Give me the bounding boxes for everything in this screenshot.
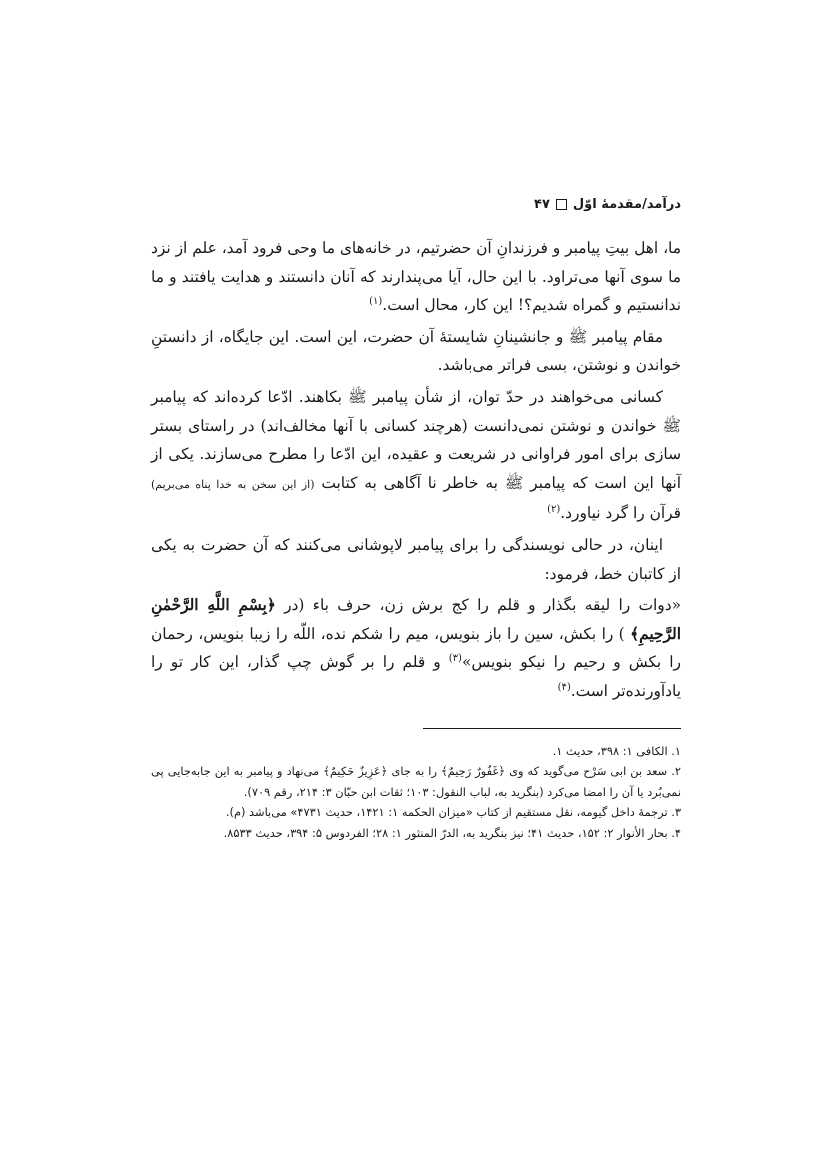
book-page xyxy=(151,192,681,843)
body-text xyxy=(151,234,681,706)
footnote-divider xyxy=(423,728,681,729)
paragraph-3-text-a: کسانی می‌خواهند در حدّ توان، از شأن پیامبر ﷺ بکاهند. ادّعا کرده‌اند که پیامبر ﷺ خواندن و نوشتن نمی‌دانست (هرچند کسانی با آنها مخالف‌اند) در راستای بستر سازی برای امور فراوانی در شریعت و عقیده، این ادّعا را مطرح می‌سازند. یکی از آنها این است که پیامبر ﷺ به خاطر نا آگاهی به کتابت xyxy=(151,387,681,492)
paragraph-5 xyxy=(151,591,681,705)
running-head xyxy=(151,192,681,216)
paragraph-4-text: اینان، در حالی نویسندگی را برای پیامبر لاپوشانی می‌کنند که آن حضرت به یکی از کاتبان خط، فرمود: xyxy=(151,535,681,583)
paragraph-3-aside: (از این سخن به خدا پناه می‌بریم) xyxy=(151,477,315,491)
paragraph-5-text-b: ) را بکش، سین را باز بنویس، میم را شکم نده، اللّه را زیبا بنویس، رحمان را بکش و رحیم را نیکو بنویس» xyxy=(151,624,681,672)
footnotes xyxy=(151,741,681,844)
footnote-3: ۳. ترجمۀ داخل گیومه، نقل مستقیم از کتاب «میزان الحکمه ۱: ۱۴۲۱، حدیث ۴۷۳۱» می‌باشد (م). xyxy=(225,805,681,819)
page-number: ۴۷ xyxy=(534,196,550,212)
paragraph-1 xyxy=(151,234,681,320)
footnote-ref-2: (۲) xyxy=(547,504,561,516)
paragraph-3 xyxy=(151,383,681,528)
paragraph-4 xyxy=(151,531,681,588)
paragraph-1-text: ما، اهل بیتِ پیامبر و فرزندانِ آن حضرتیم، در خانه‌های ما وحی فرود آمد، علم از نزد ما سوی آنها می‌تراود. با این حال، آیا می‌پندارند که آنان دانستند و هدایت یافتند و ما ندانستیم و گمراه شدیم؟! این کار، محال است. xyxy=(151,239,681,315)
footnote-ref-1: (۱) xyxy=(369,296,383,308)
footnote-ref-4: (۴) xyxy=(557,681,571,693)
running-head-title: درآمد/مقدمۀ اوّل xyxy=(572,196,681,212)
paragraph-2-text: مقام پیامبر ﷺ و جانشینانِ شایستۀ آن حضرت، این است. این جایگاه، از دانستنِ خواندن و نوشتن، بسی فراتر می‌باشد. xyxy=(151,327,681,375)
paragraph-3-text-b: قرآن را گرد نیاورد. xyxy=(560,504,681,523)
footnote-1: ۱. الکافی ۱: ۳۹۸، حدیث ۱. xyxy=(552,743,681,758)
footnote-4: ۴. بحار الأنوار ۲: ۱۵۲، حدیث ۴۱؛ نیز بنگرید به، الدرّ المنثور ۱: ۲۸؛ الفردوس ۵: ۳۹۴، حدیث ۸۵۳۳. xyxy=(223,825,681,840)
basmala-quote: ﴿بِسْمِ اللَّهِ الرَّحْمٰنِ الرَّحِيمِ﴾ xyxy=(151,596,681,643)
footnote-ref-3: (۳) xyxy=(448,653,462,665)
paragraph-2 xyxy=(151,323,681,380)
footnote-2: ۲. سعد بن ابی سَرْح می‌گوید که وی ﴿غَفُورٌ رَحِيمٌ﴾ را به جای ﴿عَزِيزٌ حَكِيمٌ﴾ می‌نهاد و پیامبر به این جابه‌جایی پی نمی‌بُرد یا آن را امضا می‌کرد (بنگرید به، لباب النقول: ۱۰۳؛ ثقات ابن حبّان ۳: ۲۱۴، رقم ۷۰۹). xyxy=(151,764,681,799)
paragraph-5-text-a: «دوات را لیقه بگذار و قلم را کج برش زن، حرف باء (در xyxy=(284,596,681,615)
paragraph-5-text-c: و قلم را بر گوش چپ گذار، این کار تو را یادآورنده‌تر است. xyxy=(151,653,681,700)
square-ornament-icon xyxy=(556,199,567,210)
